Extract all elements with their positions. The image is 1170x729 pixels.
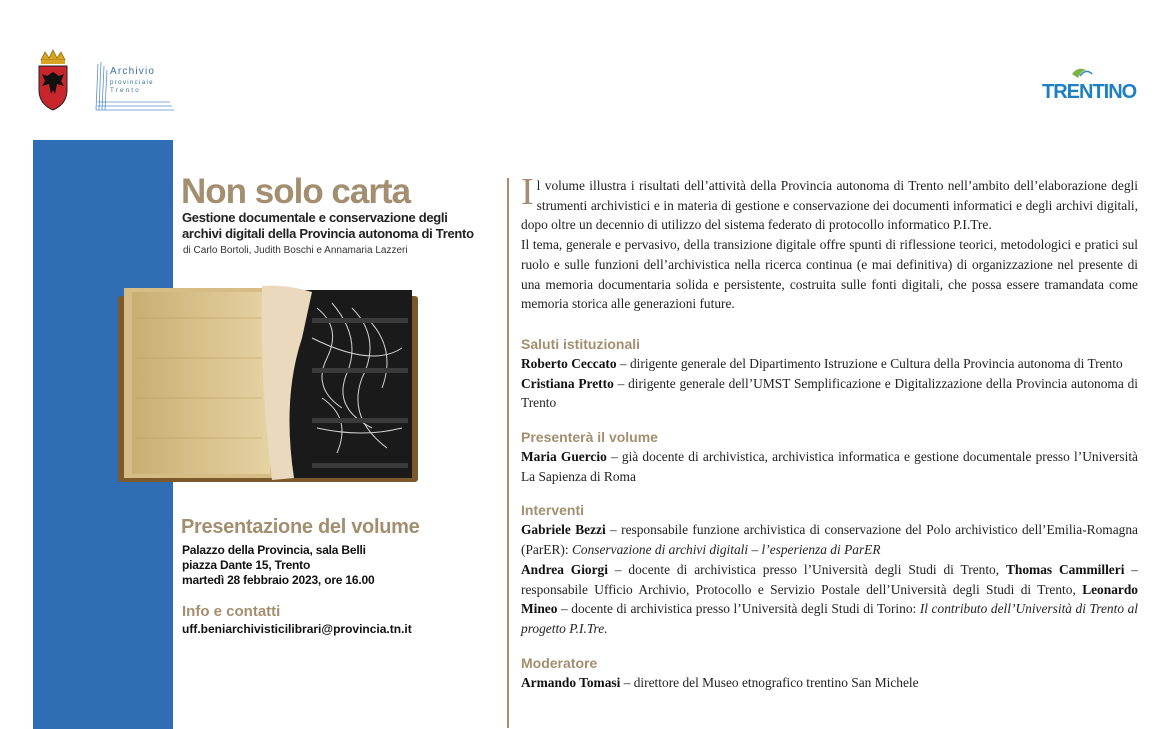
speaker-role: – dirigente generale dell’UMST Semplificazione e Digitalizzazione della Provincia autonoma di Trento xyxy=(521,375,1138,411)
interventi-heading: Interventi xyxy=(521,502,585,519)
archivio-provinciale-logo xyxy=(92,60,174,112)
book-subtitle: Gestione documentale e conservazione degli archivi digitali della Provincia autonoma di Trento xyxy=(182,210,474,241)
speaker-role: – direttore del Museo etnografico trentino San Michele xyxy=(620,674,919,690)
presentation-venue: Palazzo della Provincia, sala Belli xyxy=(182,543,366,557)
intervento-item xyxy=(521,520,1138,559)
presentation-address: piazza Dante 15, Trento xyxy=(182,558,311,572)
program-column xyxy=(521,171,1139,692)
speaker-role: – responsabile Ufficio Archivio, Protocollo e Servizio Postale dell’Università degli Studi di Trento, xyxy=(521,561,1138,597)
book-authors: di Carlo Bortoli, Judith Boschi e Annamaria Lazzeri xyxy=(183,245,408,256)
intro-paragraph-1 xyxy=(521,171,1138,235)
moderatore-heading: Moderatore xyxy=(521,654,598,671)
column-divider xyxy=(507,178,509,728)
speaker-role: – docente di archivistica presso l’Università degli Studi di Torino: xyxy=(557,601,920,617)
archivio-logo-word: Archivio xyxy=(110,66,156,77)
speaker-name: Roberto Ceccato xyxy=(521,355,617,371)
intro-paragraph-2: Il tema, generale e pervasivo, della transizione digitale offre spunti di riflessione teorici, metodologici e pratici sul ruolo e sulle funzioni dell’archivistica nella ricerca continua (e mai definitiva) di organizzazione nel presente di una memoria documentaria solida e persistente, costruita sulle fonti digitali, che possa essere tramandata come memoria storica alle generazioni future. xyxy=(521,237,1138,312)
provincia-crest-logo xyxy=(33,46,73,112)
speaker-name: Armando Tomasi xyxy=(521,674,621,690)
page-title: Non solo carta xyxy=(181,172,411,211)
presentation-details xyxy=(182,543,374,588)
speaker-role: – già docente di archivistica, archivistica informatica e gestione documentale presso l’Università La Sapienza di Roma xyxy=(521,449,1138,484)
talk-title: Conservazione di archivi digitali – l’esperienza di ParER xyxy=(571,542,881,558)
speaker-name: Cristiana Pretto xyxy=(521,375,614,391)
intro-text-1: l volume illustra i risultati dell’attività della Provincia autonoma di Trento nell’ambito dell’elaborazione degli strumenti archivistici e in materia di gestione e conservazione dei documenti informatici e degli archivi digitali, dopo oltre un decennio di utilizzo del sistema federato di protocollo informatico P.I.Tre. xyxy=(521,178,1138,233)
info-heading: Info e contatti xyxy=(182,603,281,620)
book-cover-image xyxy=(112,278,424,488)
speaker-name: Thomas Cammilleri xyxy=(1005,561,1125,577)
speaker-role: – docente di archivistica presso l’Università degli Studi di Trento, xyxy=(607,561,1006,577)
archivio-logo-sub2: Trento xyxy=(110,87,141,94)
drop-cap: I xyxy=(521,171,534,213)
speaker-name: Andrea Giorgi xyxy=(521,561,608,577)
talk-title: Il contributo dell’Università di Trento al progetto P.I.Tre. xyxy=(521,601,1139,636)
presentation-datetime: martedì 28 febbraio 2023, ore 16.00 xyxy=(182,573,375,587)
speaker-name: Gabriele Bezzi xyxy=(521,522,606,538)
contact-email-link[interactable]: uff.beniarchivisticilibrari@provincia.tn.it xyxy=(182,622,412,636)
presentation-heading: Presentazione del volume xyxy=(181,516,420,538)
speaker-role: – responsabile funzione archivistica di conservazione del Polo archivistico dell’Emilia-Romagna (ParER): xyxy=(521,522,1138,558)
speaker-role: – dirigente generale del Dipartimento Istruzione e Cultura della Provincia autonoma di Trento xyxy=(616,355,1123,371)
trentino-wordmark: TRENTINO xyxy=(1042,81,1137,103)
saluti-item xyxy=(521,354,1138,374)
saluti-heading: Saluti istituzionali xyxy=(521,335,641,352)
moderatore-item xyxy=(521,673,1138,693)
presentera-item xyxy=(521,447,1138,486)
speaker-name: Leonardo Mineo xyxy=(521,581,1138,617)
speaker-name: Maria Guercio xyxy=(521,449,607,465)
presentera-heading: Presenterà il volume xyxy=(521,429,658,446)
trentino-brand-logo xyxy=(1042,66,1138,106)
saluti-item xyxy=(521,374,1138,413)
intervento-item xyxy=(521,560,1138,639)
archivio-logo-sub1: provinciale xyxy=(110,79,154,86)
